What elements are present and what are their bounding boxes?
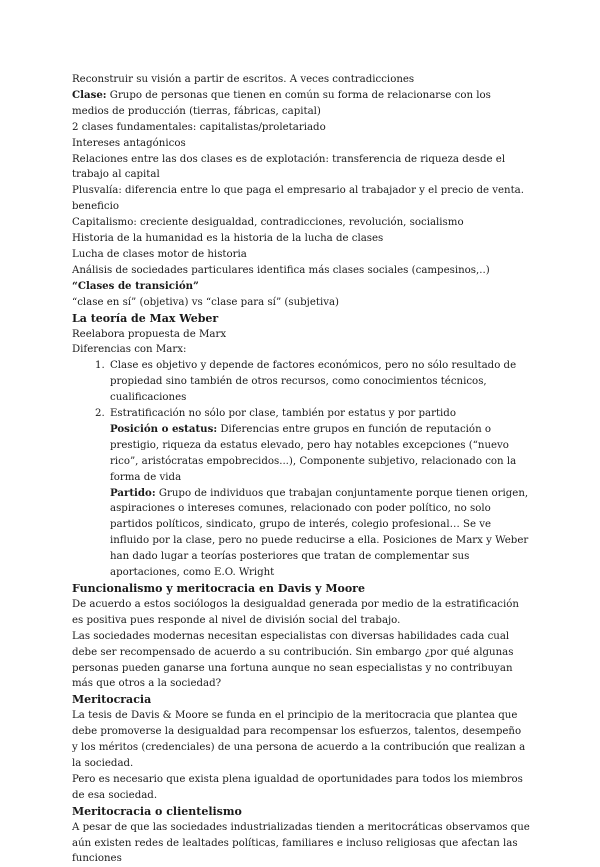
line-capitalismo: Capitalismo: creciente desigualdad, contradicciones, revolución, socialismo	[72, 217, 464, 229]
intro-line: Reconstruir su visión a partir de escritos. A veces contradicciones	[72, 74, 415, 85]
weber-line-1: Reelabora propuesta de Marx	[72, 328, 227, 340]
clase-text: Grupo de personas que tienen en común su forma de relacionarse con los medios de producción (tierras, fábricas, capital)	[72, 89, 491, 117]
weber-line-2: Diferencias con Marx:	[72, 344, 187, 356]
heading-meritocracia: Meritocracia	[72, 693, 152, 707]
list-item: 1. Clase es objetivo y depende de factores económicos, pero no sólo resultado de propiedad sino también de otros recursos, como conocimientos técnicos, cualificaciones	[108, 358, 530, 406]
line-analisis	[72, 263, 530, 295]
line-intereses: Intereses antagónicos	[72, 137, 186, 149]
partido-definition	[110, 486, 530, 581]
partido-text: Grupo de individuos que trabajan conjuntamente porque tienen origen, aspiraciones o intereses comunes, relacionado con poder político, no solo partidos políticos, sindicato, grupo de interés, colegio profesional… Se ve influido por la clase, pero no puede reducirse a ella. Posiciones de Marx y Weber han dado lugar a teorías posteriores que tratan de complementar sus aportaciones, como E.O. Wright	[110, 487, 529, 579]
heading-weber: La teoría de Max Weber	[72, 311, 219, 325]
meritocracia-p1: La tesis de Davis & Moore se funda en el principio de la meritocracia que plantea que debe promoverse la desigualdad para recompensar los esfuerzos, talentos, desempeño y los méritos (credenciales) de una persona de acuerdo a la contribución que realizan a la sociedad.	[72, 710, 526, 769]
funcionalismo-p1: De acuerdo a estos sociólogos la desigualdad generada por medio de la estratificación es positiva pues responde al nivel de división social del trabajo.	[72, 598, 519, 626]
partido-label: Partido:	[110, 486, 156, 499]
clase-definition	[72, 88, 530, 120]
clase-label: Clase:	[72, 88, 107, 101]
analisis-text: Análisis de sociedades particulares identifica más clases sociales (campesinos,..)	[72, 264, 490, 276]
funcionalismo-p2: Las sociedades modernas necesitan especialistas con diversas habilidades cada cual debe ser recompensado de acuerdo a su contribución. Sin embargo ¿por qué algunas personas pueden ganarse una fortuna aunque no sean especialistas y no contribuyan más que otros a la sociedad?	[72, 630, 514, 690]
line-relaciones: Relaciones entre las dos clases es de explotación: transferencia de riqueza desde el trabajo al capital	[72, 153, 506, 181]
list-item-text: Estratificación no sólo por clase, también por estatus y por partido	[110, 408, 456, 420]
line-plusvalia: Plusvalía: diferencia entre lo que paga el empresario al trabajador y el precio de venta. beneficio	[72, 185, 524, 213]
clases-transicion: “Clases de transición”	[72, 279, 199, 292]
document-body	[72, 72, 530, 867]
heading-clientelismo: Meritocracia o clientelismo	[72, 804, 242, 818]
estatus-text: Diferencias entre grupos en función de reputación o prestigio, riqueza da estatus elevado, pero hay notables excepciones (“nuevo rico”, aristócratas empobrecidos...), Componente subjetivo, relacionado con la forma de vida	[110, 423, 517, 483]
line-lucha: Lucha de clases motor de historia	[72, 248, 247, 260]
heading-funcionalismo: Funcionalismo y meritocracia en Davis y Moore	[72, 582, 365, 595]
weber-list	[72, 358, 530, 581]
estatus-definition	[110, 422, 530, 486]
line-historia: Historia de la humanidad es la historia de la lucha de clases	[72, 233, 384, 245]
line-clases-fundamentales: 2 clases fundamentales: capitalistas/proletariado	[72, 121, 326, 133]
meritocracia-p2: Pero es necesario que exista plena igualdad de oportunidades para todos los miembros de esa sociedad.	[72, 773, 523, 801]
line-clase-en-si: “clase en sí” (objetiva) vs “clase para sí” (subjetiva)	[72, 296, 340, 308]
clientelismo-p1: A pesar de que las sociedades industrializadas tienden a meritocráticas observamos que aún existen redes de lealtades políticas, familiares e incluso religiosas que afectan las funciones	[72, 821, 530, 865]
list-item	[108, 406, 530, 581]
estatus-label: Posición o estatus:	[110, 422, 218, 435]
